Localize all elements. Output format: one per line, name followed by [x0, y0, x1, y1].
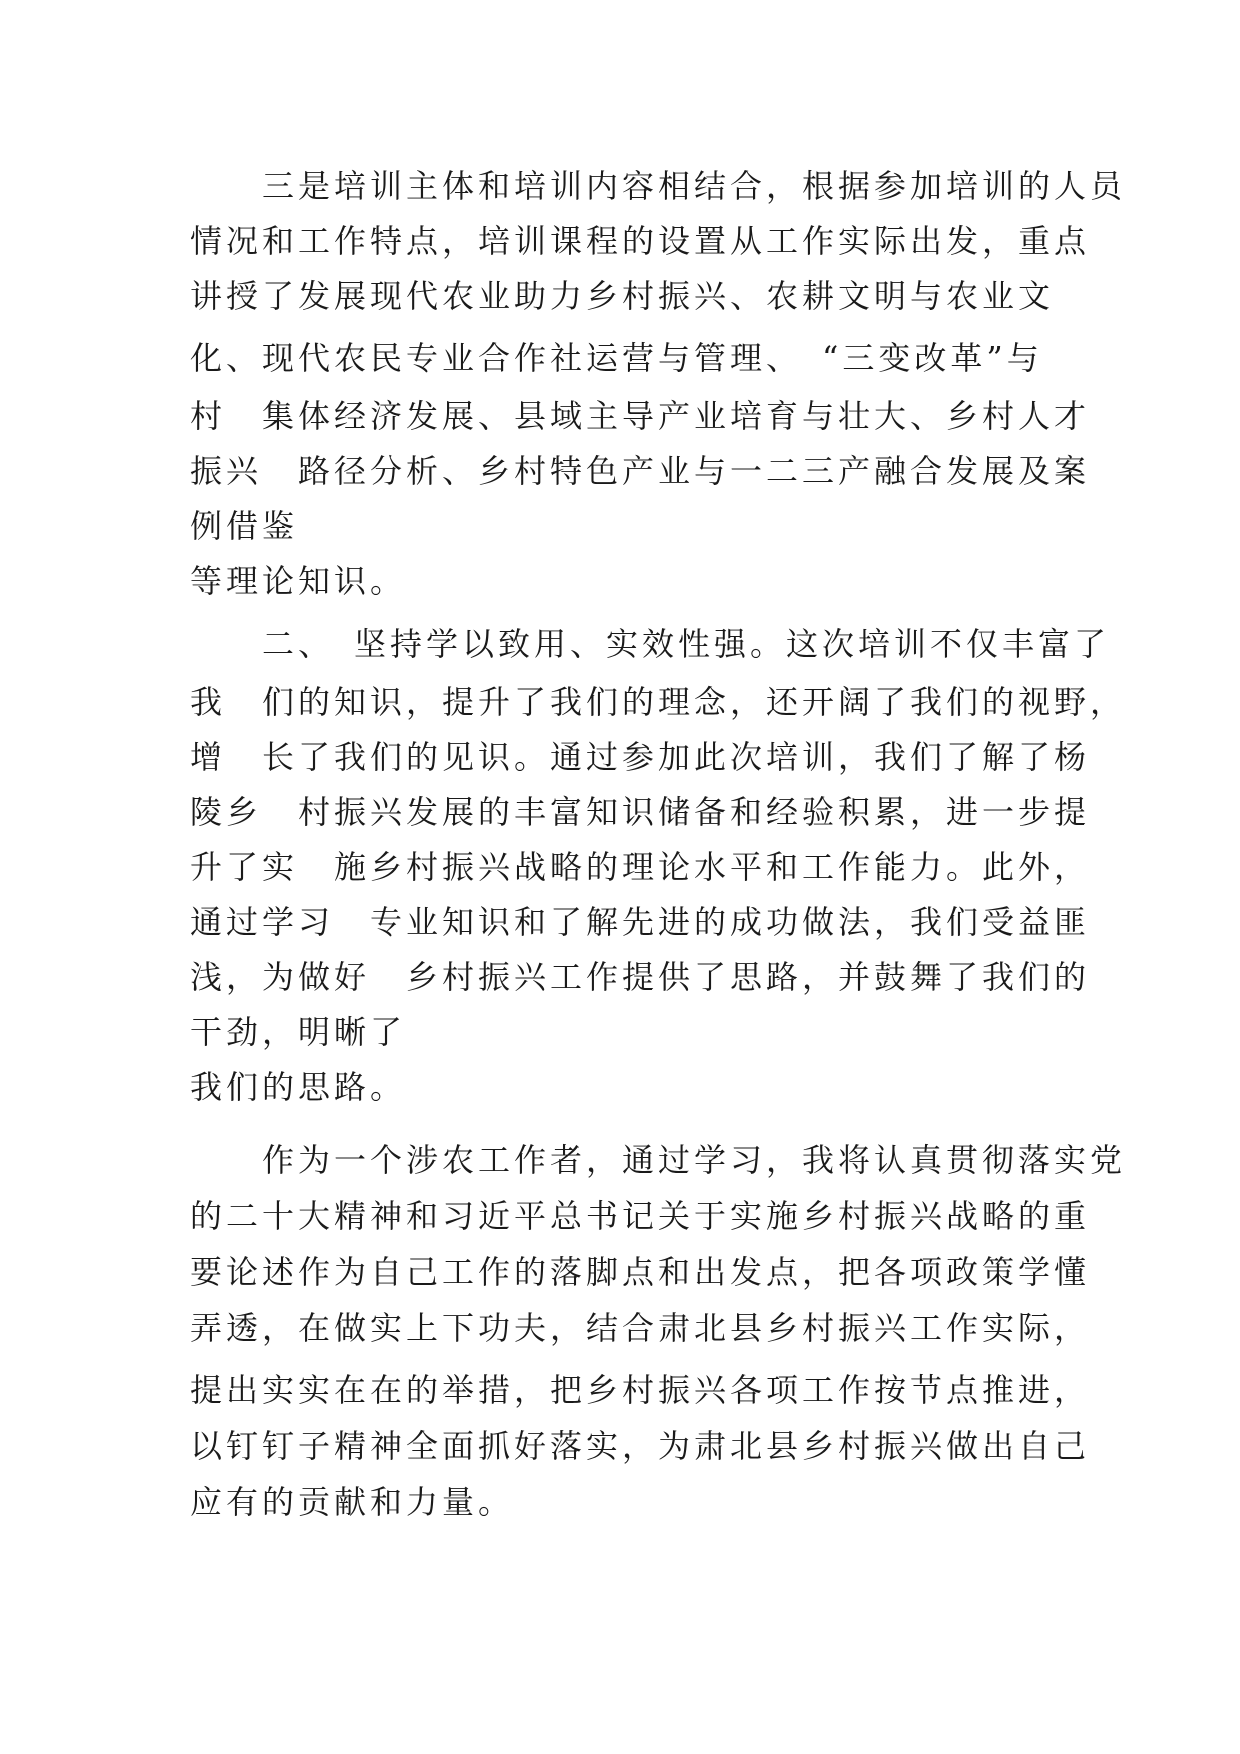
text-line: 讲授了发展现代农业助力乡村振兴、农耕文明与农业文 — [190, 277, 1055, 315]
text-line: 以钉钉子精神全面抓好落实，为肃北县乡村振兴做出自己 — [190, 1427, 1091, 1465]
text-line: 我 们的知识，提升了我们的理念，还开阔了我们的视野， — [190, 683, 1127, 721]
text-line: 陵乡 村振兴发展的丰富知识储备和经验积累，进一步提 — [190, 793, 1091, 831]
text-line: 三是培训主体和培训内容相结合，根据参加培训的人员 — [190, 167, 1127, 205]
text-line: 提出实实在在的举措，把乡村振兴各项工作按节点推进， — [190, 1371, 1091, 1409]
text-line: 要论述作为自己工作的落脚点和出发点，把各项政策学懂 — [190, 1253, 1091, 1291]
text-line: 化、现代农民专业合作社运营与管理、 “三变改革”与 — [190, 339, 1043, 377]
text-line: 等理论知识。 — [190, 562, 407, 600]
text-line: 振兴 路径分析、乡村特色产业与一二三产融合发展及案 — [190, 452, 1091, 490]
text-line: 情况和工作特点，培训课程的设置从工作实际出发，重点 — [190, 222, 1091, 260]
text-line: 增 长了我们的见识。通过参加此次培训，我们了解了杨 — [190, 738, 1091, 776]
text-line: 我们的思路。 — [190, 1068, 407, 1106]
text-line: 村 集体经济发展、县域主导产业培育与壮大、乡村人才 — [190, 397, 1091, 435]
text-line: 弄透，在做实上下功夫，结合肃北县乡村振兴工作实际， — [190, 1309, 1091, 1347]
text-line: 升了实 施乡村振兴战略的理论水平和工作能力。此外， — [190, 848, 1091, 886]
text-line: 通过学习 专业知识和了解先进的成功做法，我们受益匪 — [190, 903, 1091, 941]
text-line: 浅，为做好 乡村振兴工作提供了思路，并鼓舞了我们的 — [190, 958, 1091, 996]
text-line: 二、 坚持学以致用、实效性强。这次培训不仅丰富了 — [190, 625, 1111, 663]
text-line: 应有的贡献和力量。 — [190, 1483, 515, 1521]
text-line: 例借鉴 — [190, 507, 299, 545]
text-line: 作为一个涉农工作者，通过学习，我将认真贯彻落实党 — [190, 1141, 1127, 1179]
text-line: 的二十大精神和习近平总书记关于实施乡村振兴战略的重 — [190, 1197, 1091, 1235]
text-line: 干劲，明晰了 — [190, 1013, 407, 1051]
